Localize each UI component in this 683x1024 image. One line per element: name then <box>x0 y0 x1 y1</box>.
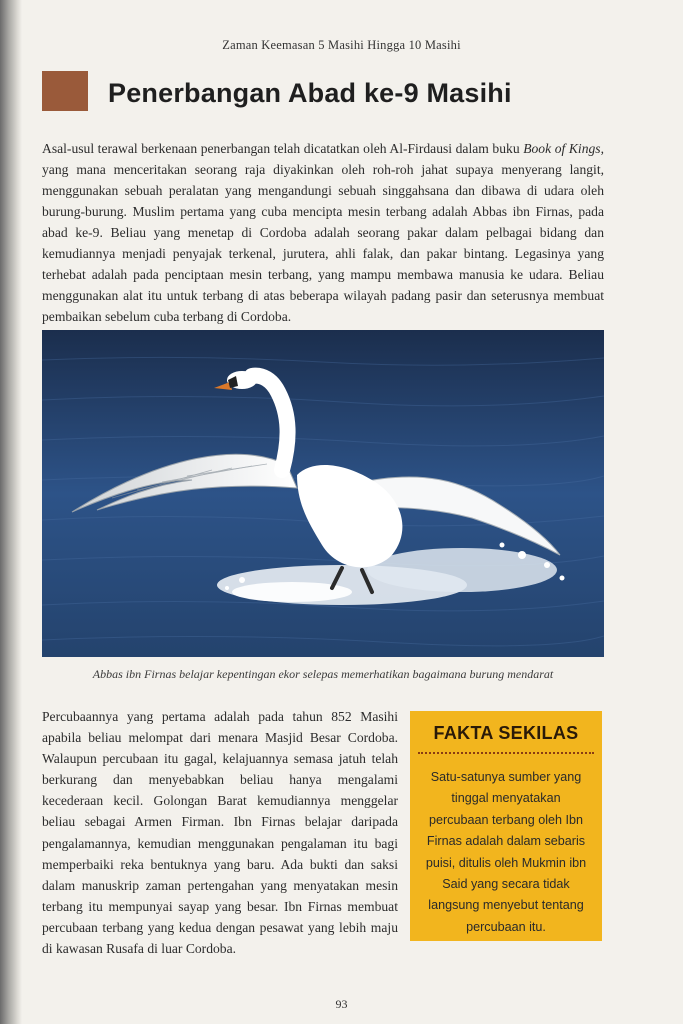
intro-paragraph <box>42 138 604 327</box>
body-paragraph: Percubaannya yang pertama adalah pada tahun 852 Masihi apabila beliau melompat dari menara Masjid Besar Cordoba. Walaupun percubaan itu gagal, kelajuannya semasa jatuh telah berkurang dan menyebabkan beliau hanya mengalami kecederaan kecil. Golongan Barat kemudiannya menggelar beliau sebagai Armen Firman. Ibn Firnas belajar daripada pengalamannya, kemudian menggunakan pengalaman itu bagi memperbaiki reka bentuknya yang baru. Ada bukti dan saksi dalam manuskrip zaman pertengahan yang menyatakan mesin terbang itu mempunyai sayap yang besar. Ibn Firnas membuat percubaan terbang yang kedua dengan pesawat yang lebih maju di kawasan Rusafa di luar Cordoba. <box>42 709 398 957</box>
fact-box-divider <box>418 752 594 754</box>
running-header: Zaman Keemasan 5 Masihi Hingga 10 Masihi <box>222 38 461 52</box>
swan-landing-photo <box>42 330 604 657</box>
page-gutter-shadow <box>0 0 22 1024</box>
fact-box-body: Satu-satunya sumber yang tinggal menyatakan percubaan terbang oleh Ibn Firnas adalah dalam sebaris puisi, ditulis oleh Mukmin ibn Said yang secara tidak langsung menyebut tentang percubaan itu. <box>425 770 587 934</box>
book-title: Book of Kings <box>523 141 601 156</box>
intro-paragraph-start: Asal-usul terawal berkenaan penerbangan telah dicatatkan oleh Al-Firdausi dalam buku <box>42 141 524 156</box>
fact-box <box>410 711 602 941</box>
intro-paragraph-rest: , yang mana menceritakan seorang raja diyakinkan oleh roh-roh jahat supaya menyerang langit, menggunakan sebuah peralatan yang mengandungi sebuah singgahsana dan dibawa di udara oleh burung-burung. Muslim pertama yang cuba mencipta mesin terbang adalah Abbas ibn Firnas, pada abad ke-9. Beliau yang menetap di Cordoba adalah seorang pakar dalam pelbagai bidang dan kemudiannya menjadi penyajak terkenal, jurutera, ahli falak, dan pakar bintang. Legasinya yang terhebat adalah pada penciptaan mesin terbang, yang mampu membawa manusia ke udara. Beliau menggunakan alat itu untuk terbang di atas beberapa wilayah padang pasir dan seterusnya membuat pembaikan sebelum cuba terbang di Cordoba. <box>42 141 605 324</box>
section-title: Penerbangan Abad ke-9 Masihi <box>108 78 512 108</box>
page-number: 93 <box>335 997 348 1011</box>
section-title-accent-bar <box>42 71 88 111</box>
photo-caption: Abbas ibn Firnas belajar kepentingan ekor selepas memerhatikan bagaimana burung mendarat <box>92 667 554 681</box>
fact-box-title: FAKTA SEKILAS <box>433 723 579 743</box>
swan-illustration <box>42 330 604 657</box>
